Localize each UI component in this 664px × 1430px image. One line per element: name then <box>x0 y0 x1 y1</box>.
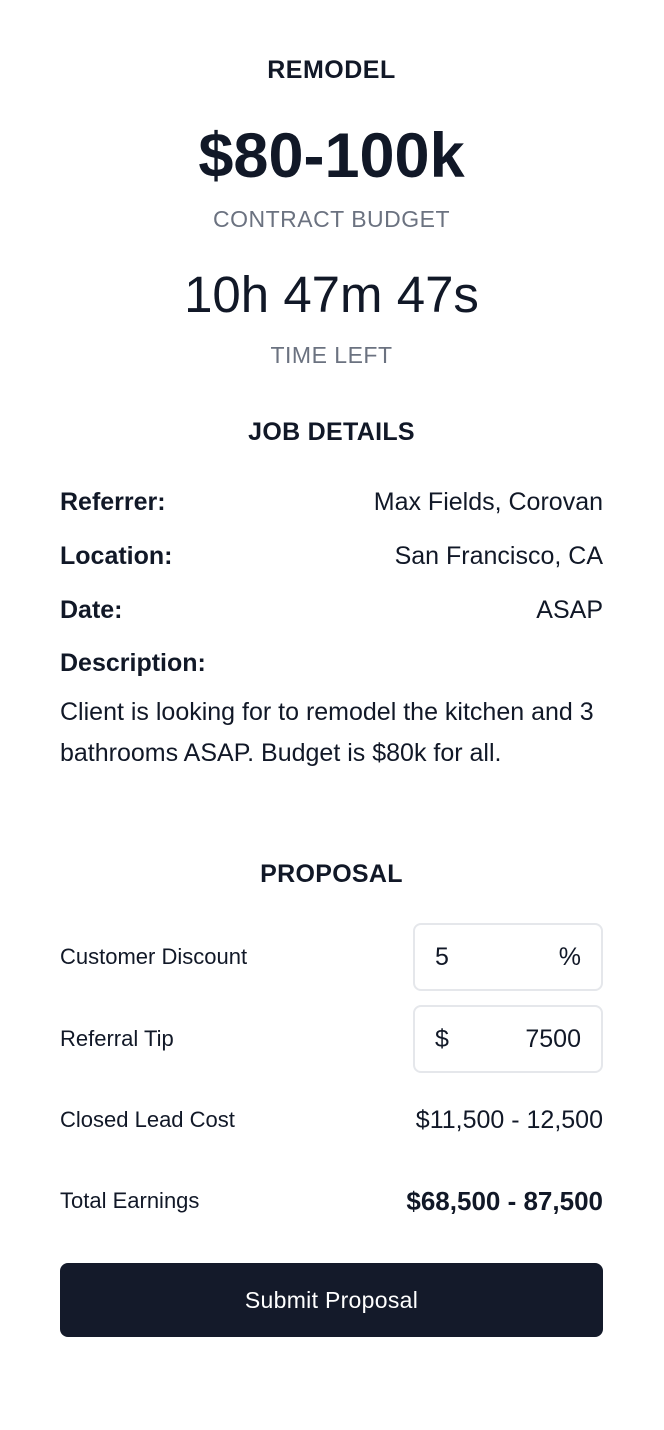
location-label: Location: <box>60 541 173 570</box>
date-row <box>60 594 603 626</box>
date-label: Date: <box>60 595 123 624</box>
closed-lead-cost-row <box>60 1102 603 1138</box>
referrer-label: Referrer: <box>60 487 166 516</box>
location-row <box>60 540 603 572</box>
total-earnings-row <box>60 1183 603 1219</box>
proposal-title: PROPOSAL <box>260 860 403 888</box>
proposal-page <box>60 0 603 1430</box>
dollar-prefix: $ <box>435 1024 449 1053</box>
referral-tip-row <box>60 1005 603 1073</box>
time-left-label: TIME LEFT <box>270 342 393 368</box>
referrer-value: Max Fields, Corovan <box>373 487 603 516</box>
referrer-row <box>60 486 603 518</box>
customer-discount-input[interactable] <box>413 923 603 991</box>
referral-tip-input[interactable] <box>413 1005 603 1073</box>
closed-lead-cost-value: $11,500 - 12,500 <box>415 1105 603 1134</box>
customer-discount-value: 5 <box>435 942 449 971</box>
job-category: REMODEL <box>267 56 396 84</box>
submit-proposal-button[interactable]: Submit Proposal <box>60 1263 603 1337</box>
percent-unit: % <box>558 942 581 971</box>
total-earnings-value: $68,500 - 87,500 <box>406 1185 603 1216</box>
referral-tip-label: Referral Tip <box>60 1026 174 1051</box>
total-earnings-label: Total Earnings <box>60 1188 200 1213</box>
countdown-timer: 10h 47m 47s <box>184 266 479 323</box>
closed-lead-cost-label: Closed Lead Cost <box>60 1107 235 1132</box>
referral-tip-value: 7500 <box>525 1024 581 1053</box>
description-text: Client is looking for to remodel the kitchen and 3 bathrooms ASAP. Budget is $80k for all. <box>60 698 594 767</box>
date-value: ASAP <box>536 595 603 624</box>
location-value: San Francisco, CA <box>394 541 603 570</box>
contract-budget-label: CONTRACT BUDGET <box>212 206 451 232</box>
customer-discount-label: Customer Discount <box>60 944 248 969</box>
job-details-title: JOB DETAILS <box>248 418 415 446</box>
contract-budget-amount: $80-100k <box>198 121 465 191</box>
customer-discount-row <box>60 923 603 991</box>
description-label: Description: <box>60 649 206 677</box>
